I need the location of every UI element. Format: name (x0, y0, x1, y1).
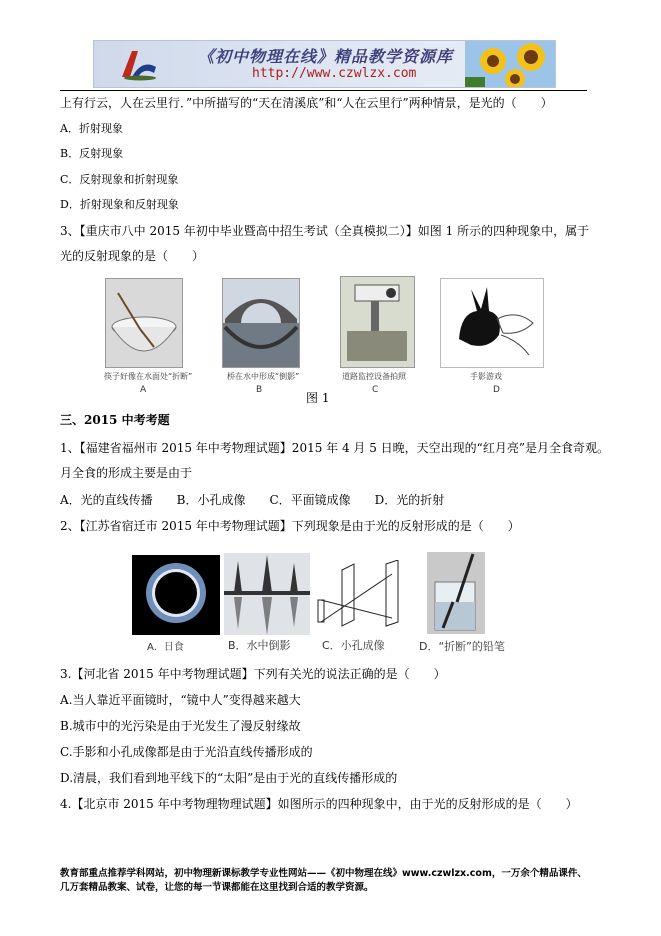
question-3-text-cont: 光的反射现象的是（ ） (60, 249, 205, 263)
figure1-image-d (440, 278, 544, 368)
figure1-letter-c: C (372, 385, 379, 395)
figure1-image-a (105, 278, 183, 368)
question-3-text: 3、【重庆市八中 2015 年初中毕业暨高中招生考试（全真模拟二）】如图 1 所示的四种现象中，属于 (60, 224, 590, 238)
banner-title: 《初中物理在线》精品教学资源库 (198, 47, 454, 66)
question-1-text: 1、【福建省福州市 2015 年中考物理试题】2015 年 4 月 5 日晚，天空出现的“红月亮”是月全食奇观。 (60, 441, 609, 455)
figure1-letter-d: D (493, 385, 500, 395)
pinhole-camera-diagram-icon (312, 560, 410, 630)
pencil-in-glass-icon (427, 552, 485, 634)
question-4-text: 4.【北京市 2015 年中考物理物理试题】如图所示的四种现象中，由于光的反射形成的是（ ） (60, 797, 578, 811)
header-banner (93, 40, 556, 88)
figure1-caption: 图 1 (306, 391, 330, 405)
question-1-options: A．光的直线传播 B．小孔成像 C．平面镜成像 D．光的折射 (60, 493, 445, 507)
pagoda-reflection-icon (224, 553, 310, 635)
banner-url[interactable]: http://www.czwlzx.com (252, 66, 417, 81)
figure2-image-d (427, 552, 485, 634)
option-a: A．折射现象 (60, 122, 123, 135)
question-3b-option-b: B.城市中的光污染是由于光发生了漫反射缘故 (60, 719, 301, 733)
figure1-letter-a: A (140, 385, 147, 395)
figure2-image-a (132, 555, 220, 635)
figure1-caption-d: 手影游戏 (470, 372, 502, 381)
surveillance-camera-icon (341, 277, 414, 367)
section-heading: 三、2015 中考考题 (60, 413, 170, 427)
option-d: D．折射现象和反射现象 (60, 198, 179, 211)
question-3b-option-c: C.手影和小孔成像都是由于光沿直线传播形成的 (60, 745, 313, 759)
figure1-image-c (340, 276, 415, 368)
question-3b-text: 3.【河北省 2015 年中考物理试题】下列有关光的说法正确的是（ ） (60, 667, 446, 681)
bowl-chopstick-icon (106, 279, 182, 367)
figure2-caption-c: C．小孔成像 (322, 639, 385, 652)
figure2-caption-a: A．日食 (147, 642, 184, 653)
figure2-caption-d: D．“折断”的铅笔 (419, 640, 505, 653)
question-3b-option-d: D.清晨，我们看到地平线下的“太阳”是由于光的直线传播形成的 (60, 771, 398, 785)
figure2-image-b (224, 553, 310, 635)
question-1-text-cont: 月全食的形成主要是由于 (60, 466, 193, 480)
figure1-letter-b: B (256, 385, 263, 395)
figure1-caption-a: 筷子好像在水面处“折断” (104, 372, 193, 381)
footer-line-2: 几万套精品教案、试卷，让您的每一节课都能在这里找到合适的教学资源。 (60, 882, 374, 893)
question-3b-option-a: A.当人靠近平面镜时，“镜中人”变得越来越大 (60, 693, 301, 707)
option-c: C．反射现象和折射现象 (60, 173, 179, 186)
solar-eclipse-icon (132, 555, 220, 635)
hand-shadow-rabbit-icon (441, 279, 543, 367)
figure2-caption-b: B．水中倒影 (228, 639, 291, 652)
figure1-image-b (222, 278, 300, 368)
arch-bridge-icon (223, 279, 299, 367)
option-b: B．反射现象 (60, 147, 124, 160)
figure2-image-c (312, 560, 410, 630)
site-logo-icon (118, 47, 158, 81)
question-text-line: 上有行云，人在云里行．”中所描写的“天在清溪底”和“人在云里行”两种情景，是光的（ ） (60, 96, 553, 110)
footer-line-1: 教育部重点推荐学科网站，初中物理新课标教学专业性网站——《初中物理在线》www.czwlzx.com，一万余个精品课件、 (60, 868, 587, 879)
header-rule (60, 90, 587, 91)
figure1-caption-b: 桥在水中形成“倒影” (227, 372, 300, 381)
figure1-caption-c: 道路监控设备拍照 (342, 372, 406, 381)
sunflower-decoration-icon (465, 41, 555, 87)
question-2-text: 2、【江苏省宿迁市 2015 年中考物理试题】下列现象是由于光的反射形成的是（ ） (60, 519, 520, 533)
